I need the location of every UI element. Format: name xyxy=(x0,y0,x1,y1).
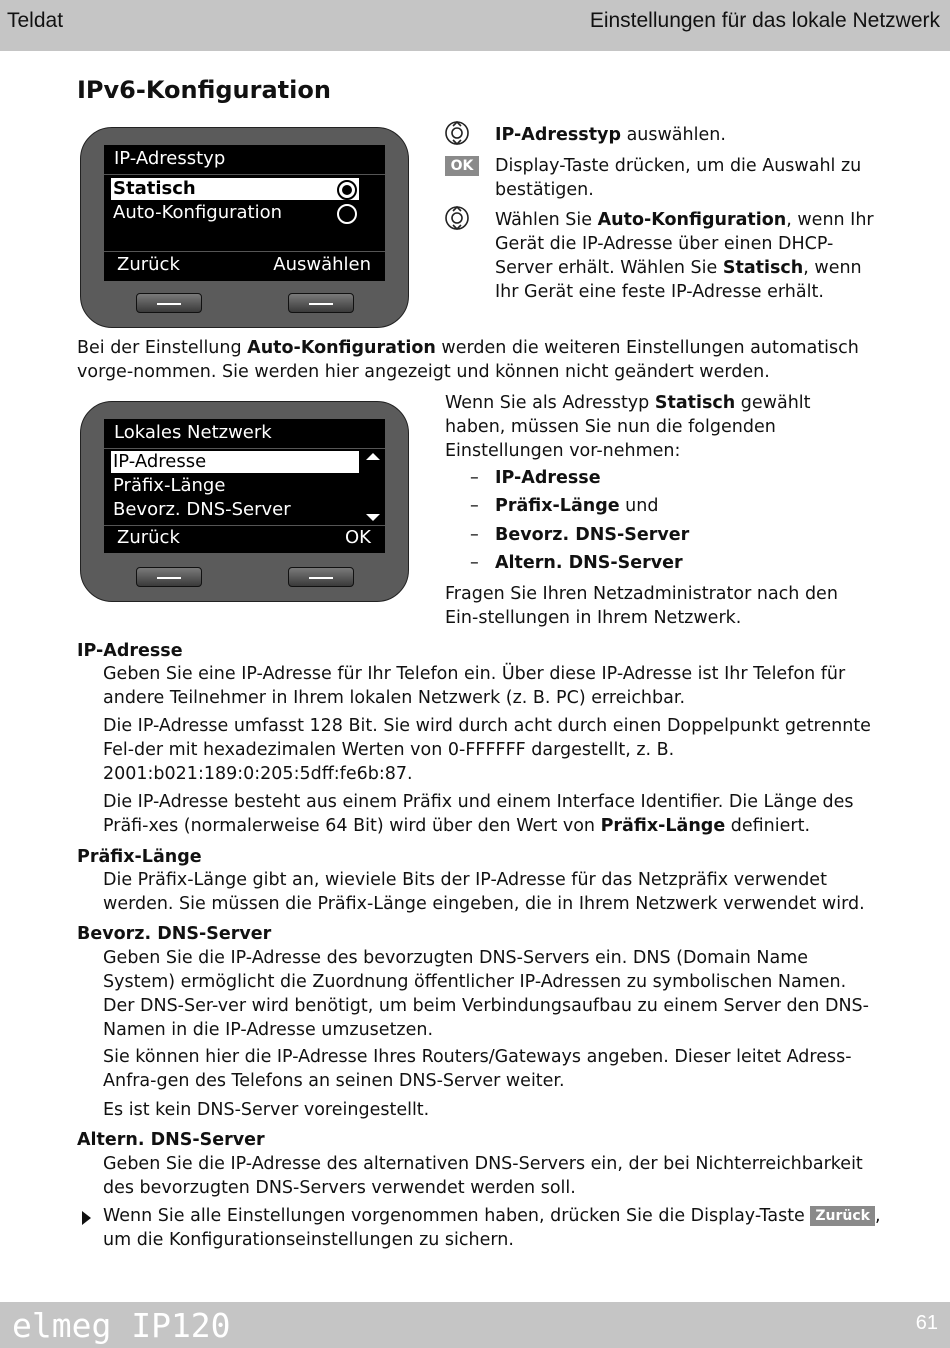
softkey-right-label[interactable]: OK xyxy=(345,527,371,548)
list-dash: – xyxy=(470,496,479,516)
section-paragraph: Sie können hier die IP-Adresse Ihres Routers/Gateways angeben. Dieser leitet Adress-Anfra-gen des Telefons an seinen DNS-Server weiter. xyxy=(103,1047,852,1091)
section-paragraph: Geben Sie die IP-Adresse des bevorzugten DNS-Servers ein. DNS (Domain Name System) ermöglicht die Zuordnung öffentlicher IP-Adressen zu symbolischen Namen. Der DNS-Ser-ver wird benötigt, um beim Verbindungsaufbau zu einem Server den DNS-Namen in die IP-Adresse umzusetzen. xyxy=(103,948,869,1040)
list-item: Altern. DNS-Server xyxy=(495,553,683,573)
scroll-up-icon xyxy=(366,453,380,460)
section-paragraph: Die Präfix-Länge gibt an, wieviele Bits der IP-Adresse für das Netzpräfix verwendet werden. Sie müssen die Präfix-Länge eingeben, die in Ihrem Netzwerk verwendet wird. xyxy=(103,870,865,914)
radio-selected-icon xyxy=(337,180,357,200)
step-confirm: Display-Taste drücken, um die Auswahl zu bestätigen. xyxy=(495,156,862,200)
hardware-key-left[interactable] xyxy=(136,567,202,587)
menu-item-dns-server[interactable]: Bevorz. DNS-Server xyxy=(113,499,291,520)
list-dash: – xyxy=(470,525,479,545)
final-instruction: Wenn Sie alle Einstellungen vorgenommen haben, drücken Sie die Display-Taste Zurück , um die Konfigurationseinstellungen zu sichern. xyxy=(103,1206,881,1250)
page-number: 61 xyxy=(915,1312,938,1334)
zurueck-key-badge: Zurück xyxy=(810,1206,875,1226)
list-dash: – xyxy=(470,468,479,488)
section-heading-dns2: Altern. DNS-Server xyxy=(77,1130,265,1150)
display-title: IP-Adresstyp xyxy=(114,148,226,169)
softkey-left-label[interactable]: Zurück xyxy=(117,254,180,275)
static-intro: Wenn Sie als Adresstyp Statisch gewählt haben, müssen Sie nun die folgenden Einstellungen vor-nehmen: xyxy=(445,393,811,461)
hardware-key-left[interactable] xyxy=(136,293,202,313)
list-item: Bevorz. DNS-Server xyxy=(495,525,690,545)
section-paragraph: Die IP-Adresse besteht aus einem Präfix und einem Interface Identifier. Die Länge des Präfi-xes (normalerweise 64 Bit) wird über den Wert von Präfix-Länge definiert. xyxy=(103,792,854,836)
list-dash: – xyxy=(470,553,479,573)
menu-item-praefix-laenge[interactable]: Präfix-Länge xyxy=(113,475,226,496)
menu-item-auto-konfiguration[interactable]: Auto-Konfiguration xyxy=(113,202,283,223)
ok-key-badge: OK xyxy=(445,156,479,176)
list-item: IP-Adresse xyxy=(495,468,601,488)
section-paragraph: Geben Sie eine IP-Adresse für Ihr Telefon ein. Über diese IP-Adresse ist Ihr Telefon für andere Teilnehmer in Ihrem lokalen Netzwerk (z. B. PC) erreichbar. xyxy=(103,664,846,708)
control-key-icon xyxy=(445,205,469,231)
page-title: IPv6-Konfiguration xyxy=(77,76,331,104)
menu-item-ip-adresse[interactable]: IP-Adresse xyxy=(111,451,359,473)
scroll-down-icon xyxy=(366,514,380,521)
menu-item-statisch[interactable]: Statisch xyxy=(111,178,359,200)
display-screen xyxy=(104,145,385,281)
admin-note: Fragen Sie Ihren Netzadministrator nach den Ein-stellungen in Ihrem Netzwerk. xyxy=(445,584,838,628)
hardware-key-right[interactable] xyxy=(288,293,354,313)
step-select-type: IP-Adresstyp auswählen. xyxy=(495,125,726,145)
page-footer xyxy=(0,1302,950,1348)
section-heading-dns1: Bevorz. DNS-Server xyxy=(77,924,272,944)
product-logo: elmeg IP120 xyxy=(12,1306,231,1345)
header-chapter: Einstellungen für das lokale Netzwerk xyxy=(589,9,940,32)
page-header xyxy=(0,0,950,51)
radio-unselected-icon xyxy=(337,204,357,224)
section-paragraph: Geben Sie die IP-Adresse des alternativen DNS-Servers ein, der bei Nichterreichbarkeit des bevorzugten DNS-Servers verwendet werden soll. xyxy=(103,1154,863,1198)
header-company: Teldat xyxy=(7,9,64,32)
section-paragraph: Die IP-Adresse umfasst 128 Bit. Sie wird durch acht durch einen Doppelpunkt getrennte Fel-der mit hexadezimalen Werten von 0-FFFFFF dargestellt, z. B. 2001:b021:189:0:205:5dff:fe6b:87. xyxy=(103,716,871,784)
list-item: Präfix-Länge und xyxy=(495,496,659,516)
section-paragraph: Es ist kein DNS-Server voreingestellt. xyxy=(103,1100,430,1120)
phone-display-ip-type xyxy=(80,127,409,328)
step-choose-mode: Wählen Sie Auto-Konfiguration, wenn Ihr Gerät die IP-Adresse über einen DHCP-Server erhält. Wählen Sie Statisch, wenn Ihr Gerät eine feste IP-Adresse erhält. xyxy=(495,210,874,302)
hardware-key-right[interactable] xyxy=(288,567,354,587)
section-heading-prefix: Präfix-Länge xyxy=(77,847,202,867)
control-key-icon xyxy=(445,120,469,146)
auto-config-paragraph: Bei der Einstellung Auto-Konfiguration werden die weiteren Einstellungen automatisch vorge-nommen. Sie werden hier angezeigt und können nicht geändert werden. xyxy=(77,338,859,382)
phone-display-local-network xyxy=(80,401,409,602)
section-heading-ip: IP-Adresse xyxy=(77,641,183,661)
action-arrow-icon xyxy=(82,1211,91,1225)
softkey-right-label[interactable]: Auswählen xyxy=(273,254,371,275)
softkey-left-label[interactable]: Zurück xyxy=(117,527,180,548)
display-screen xyxy=(104,419,385,553)
display-title: Lokales Netzwerk xyxy=(114,422,272,443)
